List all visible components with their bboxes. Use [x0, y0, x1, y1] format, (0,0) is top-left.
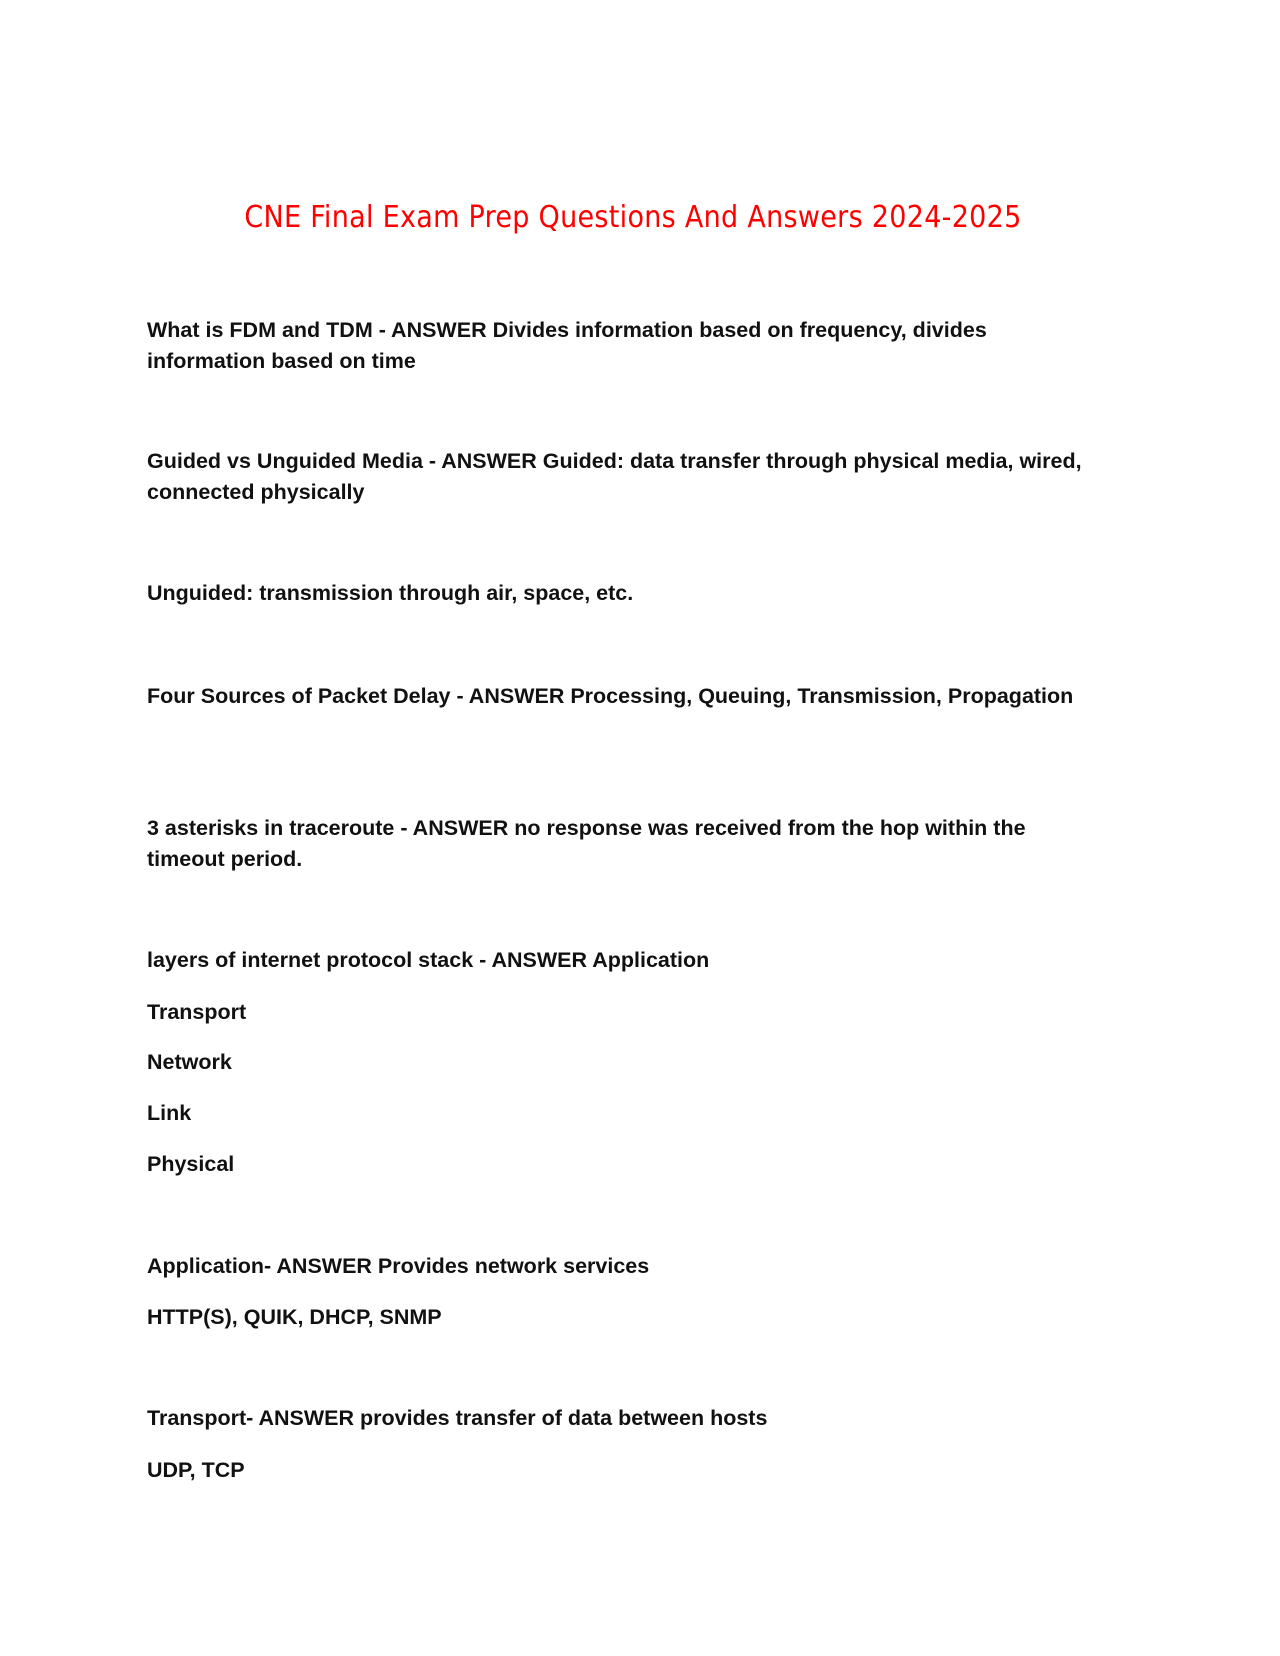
qa-protocol-layers: layers of internet protocol stack - ANSWER Application	[147, 948, 710, 972]
qa-fdm-tdm: What is FDM and TDM - ANSWER Divides information based on frequency, divides information based on time	[147, 318, 987, 373]
layer-link: Link	[147, 1101, 192, 1125]
qa-transport-layer: Transport- ANSWER provides transfer of data between hosts	[147, 1406, 768, 1430]
application-protocols: HTTP(S), QUIK, DHCP, SNMP	[147, 1305, 442, 1329]
layer-physical: Physical	[147, 1152, 235, 1176]
qa-packet-delay: Four Sources of Packet Delay - ANSWER Processing, Queuing, Transmission, Propagation	[147, 684, 1074, 708]
qa-guided-media: Guided vs Unguided Media - ANSWER Guided: data transfer through physical media, wired, connected physically	[147, 449, 1082, 504]
qa-unguided-media: Unguided: transmission through air, space, etc.	[147, 581, 634, 605]
layer-network: Network	[147, 1050, 232, 1074]
qa-application-layer: Application- ANSWER Provides network services	[147, 1254, 650, 1278]
page-title: CNE Final Exam Prep Questions And Answers 2024-2025	[244, 200, 1022, 235]
layer-transport: Transport	[147, 1000, 247, 1024]
transport-protocols: UDP, TCP	[147, 1458, 245, 1482]
qa-traceroute: 3 asterisks in traceroute - ANSWER no response was received from the hop within the timeout period.	[147, 816, 1026, 871]
